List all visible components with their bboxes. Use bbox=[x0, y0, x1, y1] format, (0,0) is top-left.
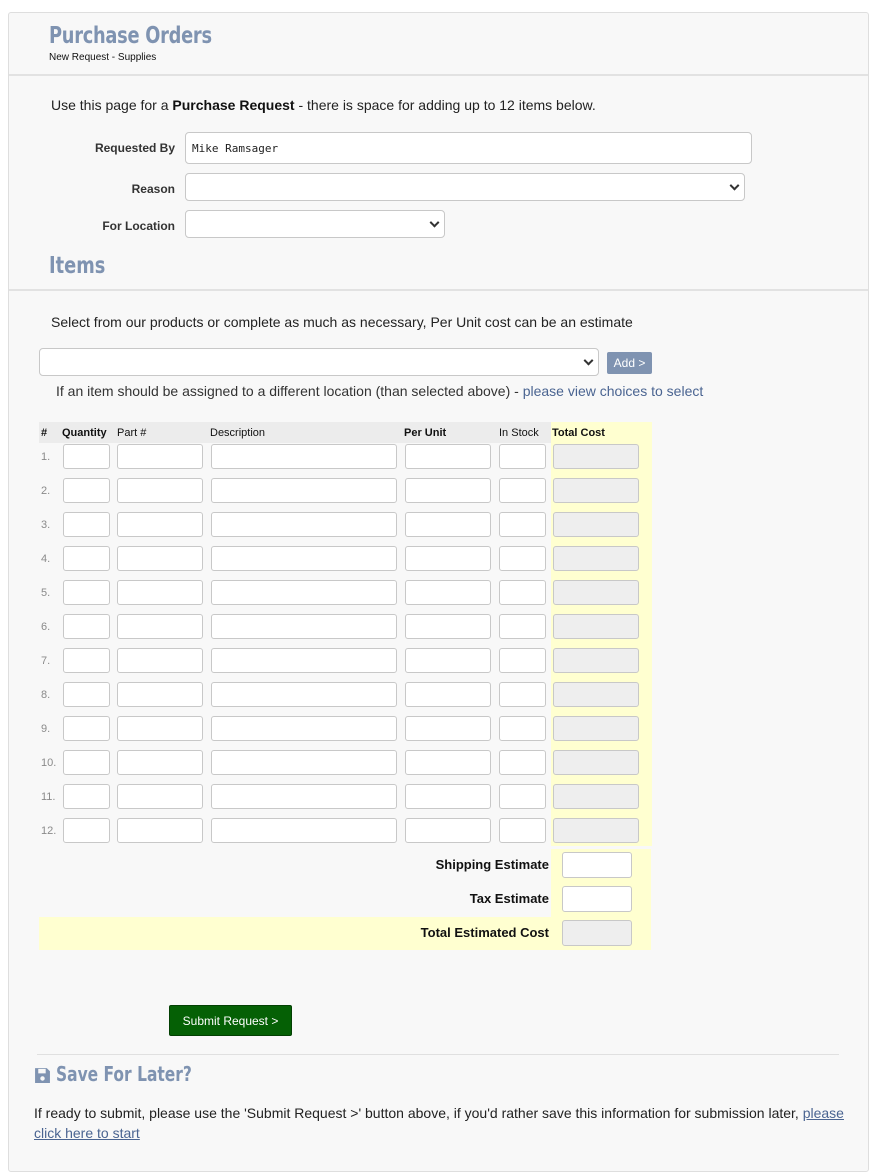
per-unit-input[interactable] bbox=[405, 580, 491, 605]
in-stock-input[interactable] bbox=[499, 512, 546, 537]
description-input[interactable] bbox=[211, 818, 397, 843]
in-stock-input[interactable] bbox=[499, 444, 546, 469]
items-section-title: Items bbox=[49, 253, 106, 279]
col-header-quantity: Quantity bbox=[62, 427, 107, 439]
row-number: 10. bbox=[41, 757, 57, 769]
part-number-input[interactable] bbox=[117, 478, 203, 503]
in-stock-input[interactable] bbox=[499, 750, 546, 775]
reason-label: Reason bbox=[131, 182, 175, 196]
in-stock-input[interactable] bbox=[499, 682, 546, 707]
per-unit-input[interactable] bbox=[405, 478, 491, 503]
per-unit-input[interactable] bbox=[405, 444, 491, 469]
tax-estimate-label: Tax Estimate bbox=[469, 891, 549, 906]
row-number: 12. bbox=[41, 825, 57, 837]
part-number-input[interactable] bbox=[117, 580, 203, 605]
col-header-in-stock: In Stock bbox=[499, 427, 539, 439]
part-number-input[interactable] bbox=[117, 750, 203, 775]
shipping-estimate-input[interactable] bbox=[562, 852, 632, 878]
row-number: 5. bbox=[41, 587, 51, 599]
quantity-input[interactable] bbox=[63, 682, 110, 707]
save-for-later-title: Save For Later? bbox=[56, 1062, 192, 1086]
row-number: 9. bbox=[41, 723, 51, 735]
per-unit-input[interactable] bbox=[405, 750, 491, 775]
in-stock-input[interactable] bbox=[499, 784, 546, 809]
per-unit-input[interactable] bbox=[405, 682, 491, 707]
in-stock-input[interactable] bbox=[499, 818, 546, 843]
description-input[interactable] bbox=[211, 716, 397, 741]
row-number: 1. bbox=[41, 451, 51, 463]
quantity-input[interactable] bbox=[63, 478, 110, 503]
save-text: If ready to submit, please use the 'Submit Request >' button above, if you'd rather save this information for submission later, bbox=[34, 1105, 803, 1121]
intro-suffix: - there is space for adding up to 12 items below. bbox=[294, 97, 596, 113]
row-number: 7. bbox=[41, 655, 51, 667]
quantity-input[interactable] bbox=[63, 716, 110, 741]
row-number: 2. bbox=[41, 485, 51, 497]
row-number: 6. bbox=[41, 621, 51, 633]
location-label: For Location bbox=[102, 219, 175, 233]
part-number-input[interactable] bbox=[117, 512, 203, 537]
save-for-later-link[interactable]: please click here to start bbox=[34, 1105, 844, 1141]
total-cost-field bbox=[553, 682, 639, 707]
per-unit-input[interactable] bbox=[405, 716, 491, 741]
part-number-input[interactable] bbox=[117, 546, 203, 571]
total-cost-field bbox=[553, 818, 639, 843]
chevron-down-icon bbox=[584, 356, 594, 366]
quantity-input[interactable] bbox=[63, 444, 110, 469]
description-input[interactable] bbox=[211, 478, 397, 503]
row-number: 3. bbox=[41, 519, 51, 531]
part-number-input[interactable] bbox=[117, 716, 203, 741]
description-input[interactable] bbox=[211, 512, 397, 537]
total-cost-field bbox=[553, 512, 639, 537]
part-number-input[interactable] bbox=[117, 648, 203, 673]
tax-estimate-input[interactable] bbox=[562, 886, 632, 912]
row-number: 4. bbox=[41, 553, 51, 565]
part-number-input[interactable] bbox=[117, 682, 203, 707]
quantity-input[interactable] bbox=[63, 512, 110, 537]
submit-request-button[interactable]: Submit Request > bbox=[169, 1005, 292, 1036]
total-cost-field bbox=[553, 614, 639, 639]
header-divider bbox=[9, 74, 868, 76]
part-number-input[interactable] bbox=[117, 444, 203, 469]
col-header-total-cost: Total Cost bbox=[552, 427, 605, 439]
description-input[interactable] bbox=[211, 750, 397, 775]
total-cost-field bbox=[553, 784, 639, 809]
requested-by-value: Mike Ramsager bbox=[192, 141, 279, 155]
part-number-input[interactable] bbox=[117, 818, 203, 843]
intro-text bbox=[51, 97, 596, 113]
quantity-input[interactable] bbox=[63, 648, 110, 673]
part-number-input[interactable] bbox=[117, 614, 203, 639]
per-unit-input[interactable] bbox=[405, 614, 491, 639]
intro-prefix: Use this page for a bbox=[51, 97, 173, 113]
requested-by-label: Requested By bbox=[94, 141, 175, 155]
assign-location-text bbox=[56, 383, 703, 399]
in-stock-input[interactable] bbox=[499, 648, 546, 673]
total-cost-field bbox=[553, 546, 639, 571]
row-number: 11. bbox=[41, 791, 56, 803]
quantity-input[interactable] bbox=[63, 750, 110, 775]
intro-bold: Purchase Request bbox=[172, 97, 295, 113]
in-stock-input[interactable] bbox=[499, 546, 546, 571]
page-title: Purchase Orders bbox=[49, 23, 212, 49]
quantity-input[interactable] bbox=[63, 784, 110, 809]
floppy-disk-icon bbox=[34, 1067, 51, 1084]
items-instruction: Select from our products or complete as much as necessary, Per Unit cost can be an estimate bbox=[51, 314, 633, 330]
quantity-input[interactable] bbox=[63, 614, 110, 639]
in-stock-input[interactable] bbox=[499, 580, 546, 605]
description-input[interactable] bbox=[211, 614, 397, 639]
quantity-input[interactable] bbox=[63, 580, 110, 605]
description-input[interactable] bbox=[211, 580, 397, 605]
view-location-choices-link[interactable]: please view choices to select bbox=[522, 383, 704, 399]
quantity-input[interactable] bbox=[63, 546, 110, 571]
quantity-input[interactable] bbox=[63, 818, 110, 843]
description-input[interactable] bbox=[211, 648, 397, 673]
assign-text: If an item should be assigned to a different location (than selected above) - bbox=[56, 383, 523, 399]
description-input[interactable] bbox=[211, 682, 397, 707]
chevron-down-icon bbox=[430, 218, 440, 228]
description-input[interactable] bbox=[211, 444, 397, 469]
page-subtitle: New Request - Supplies bbox=[49, 52, 157, 63]
total-estimated-cost-field bbox=[562, 920, 632, 946]
save-for-later-text bbox=[34, 1103, 849, 1143]
total-cost-field bbox=[553, 444, 639, 469]
chevron-down-icon bbox=[730, 181, 740, 191]
in-stock-input[interactable] bbox=[499, 716, 546, 741]
shipping-estimate-label: Shipping Estimate bbox=[435, 857, 549, 872]
per-unit-input[interactable] bbox=[405, 512, 491, 537]
purchase-request-panel bbox=[8, 12, 869, 1172]
total-cost-field bbox=[553, 648, 639, 673]
items-divider bbox=[9, 289, 868, 291]
location-select[interactable] bbox=[185, 210, 445, 238]
description-input[interactable] bbox=[211, 546, 397, 571]
add-item-button[interactable]: Add > bbox=[607, 352, 652, 374]
total-cost-field bbox=[553, 580, 639, 605]
part-number-input[interactable] bbox=[117, 784, 203, 809]
col-header-number: # bbox=[41, 427, 48, 439]
in-stock-input[interactable] bbox=[499, 478, 546, 503]
per-unit-input[interactable] bbox=[405, 784, 491, 809]
per-unit-input[interactable] bbox=[405, 546, 491, 571]
product-select[interactable] bbox=[39, 348, 599, 376]
requested-by-input[interactable] bbox=[185, 132, 752, 164]
total-cost-field bbox=[553, 478, 639, 503]
col-header-per-unit: Per Unit bbox=[404, 427, 447, 439]
total-estimated-cost-label: Total Estimated Cost bbox=[420, 925, 549, 940]
col-header-part: Part # bbox=[117, 427, 147, 439]
per-unit-input[interactable] bbox=[405, 818, 491, 843]
table-header-bg bbox=[39, 422, 551, 443]
save-divider bbox=[37, 1054, 839, 1055]
description-input[interactable] bbox=[211, 784, 397, 809]
row-number: 8. bbox=[41, 689, 51, 701]
total-row-highlight bbox=[39, 917, 651, 950]
total-cost-field bbox=[553, 716, 639, 741]
total-cost-field bbox=[553, 750, 639, 775]
col-header-description: Description bbox=[210, 427, 266, 439]
per-unit-input[interactable] bbox=[405, 648, 491, 673]
in-stock-input[interactable] bbox=[499, 614, 546, 639]
reason-select[interactable] bbox=[185, 173, 745, 201]
